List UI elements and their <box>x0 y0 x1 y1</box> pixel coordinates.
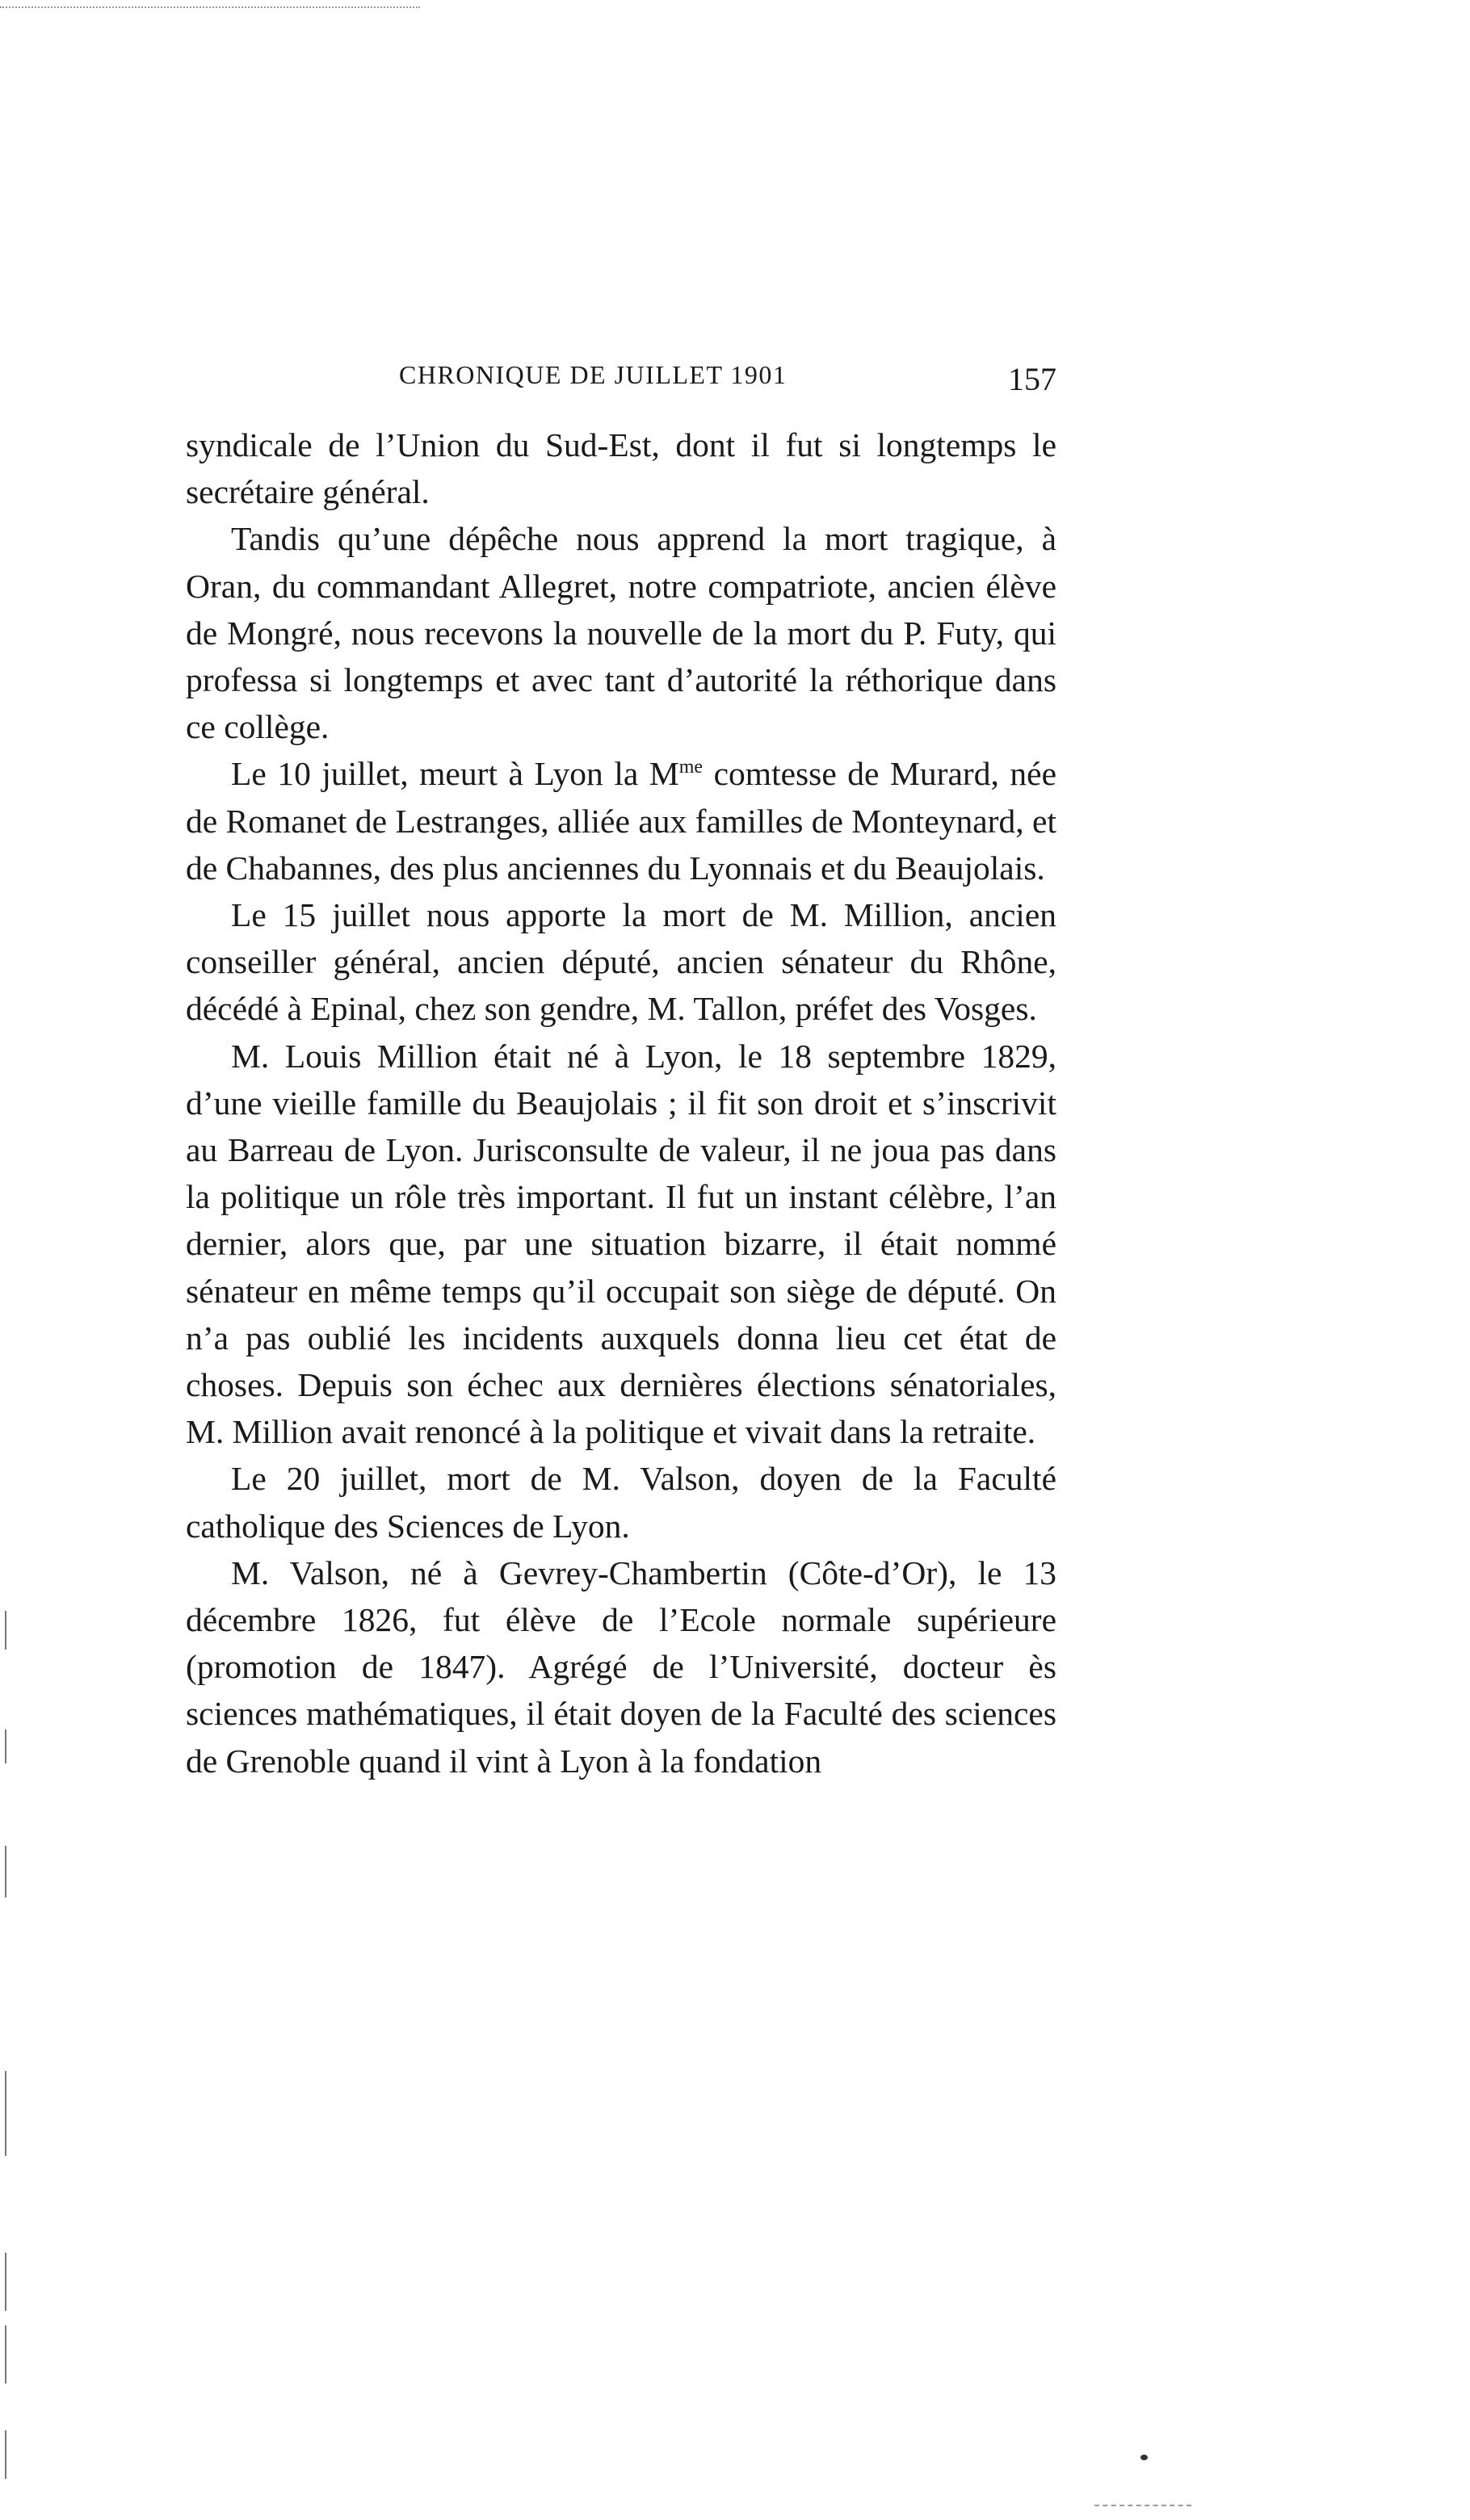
top-scan-noise <box>0 6 420 13</box>
body-text <box>186 421 1056 1784</box>
paragraph-2: Tandis qu’une dépêche nous apprend la mort tragique, à Oran, du commandant Allegret, notre compatriote, ancien élève de Mongré, nous recevons la nouvelle de la mort du P. Futy, qui professa si longtemps et avec tant d’autorité la réthorique dans ce collège. <box>186 520 1056 746</box>
margin-scan-mark <box>5 2253 6 2311</box>
margin-scan-mark <box>5 2325 6 2384</box>
margin-scan-mark <box>5 1730 6 1763</box>
margin-scan-mark <box>5 2430 6 2479</box>
paragraph-1: syndicale de l’Union du Sud-Est, dont il fut si longtemps le secrétaire général. <box>186 426 1056 511</box>
footer-scan-noise <box>1094 2505 1191 2513</box>
paragraph-3-start: Le 10 juillet, meurt à Lyon la M <box>231 755 679 793</box>
running-title: CHRONIQUE DE JUILLET 1901 <box>399 360 788 389</box>
margin-scan-mark <box>5 2071 6 2156</box>
paragraph-7: M. Valson, né à Gevrey-Chambertin (Côte-d’Or), le 13 décembre 1826, fut élève de l’Ecole normale supérieure (promotion de 1847). Agrégé de l’Université, docteur ès sciences mathématiques, il était doyen de la Faculté des sciences de Grenoble quand il vint à Lyon à la fondation <box>186 1554 1056 1780</box>
paragraph-6: Le 20 juillet, mort de M. Valson, doyen de la Faculté catholique des Sciences de Lyon. <box>186 1460 1056 1545</box>
paragraph-3 <box>186 750 1056 891</box>
page-number: 157 <box>1008 361 1056 397</box>
paragraph-3-end: comtesse de Murard, née de Romanet de Lestranges, alliée aux familles de Monteynard, et de Chabannes, des plus anciennes du Lyonnais et du Beaujolais. <box>186 755 1056 887</box>
margin-scan-mark <box>5 1846 6 1897</box>
superscript-me: me <box>678 757 704 778</box>
scan-speck <box>1140 2455 1148 2460</box>
paragraph-5: M. Louis Million était né à Lyon, le 18 septembre 1829, d’une vieille famille du Beaujolais ; il fit son droit et s’inscrivit au Barreau de Lyon. Jurisconsulte de valeur, il ne joua pas dans la politique un rôle très important. Il fut un instant célèbre, l’an dernier, alors que, par une situation bizarre, il était nommé sénateur en même temps qu’il occupait son siège de député. On n’a pas oublié les incidents auxquels donna lieu cet état de choses. Depuis son échec aux dernières élections sénatoriales, M. Million avait renoncé à la politique et vivait dans la retraite. <box>186 1037 1056 1451</box>
paragraph-4: Le 15 juillet nous apporte la mort de M. Million, ancien conseiller général, ancien député, ancien sénateur du Rhône, décédé à Epinal, chez son gendre, M. Tallon, préfet des Vosges. <box>186 896 1056 1028</box>
margin-scan-mark <box>5 1611 6 1650</box>
running-header <box>186 360 1056 400</box>
